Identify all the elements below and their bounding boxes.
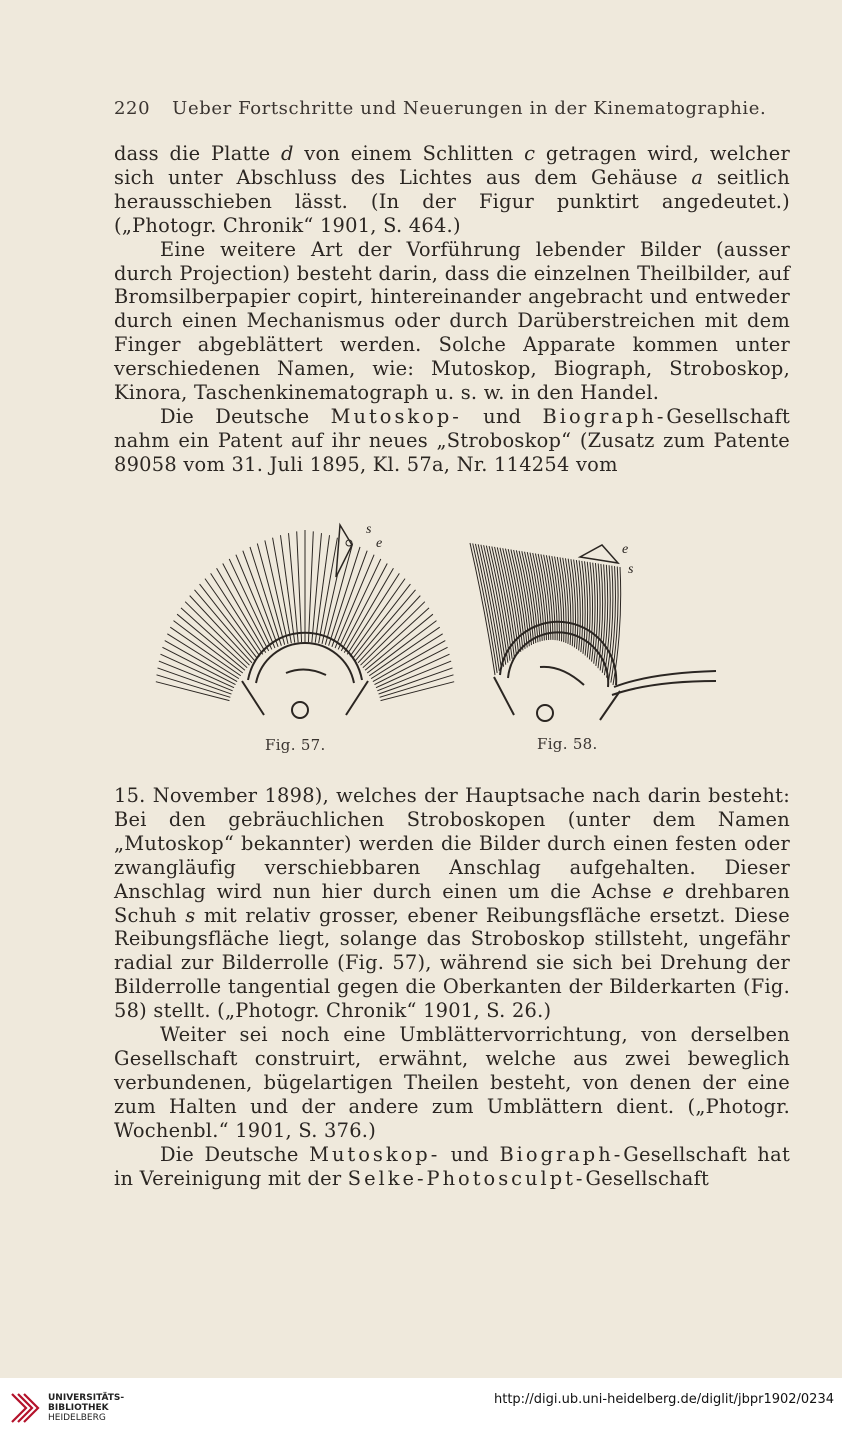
library-name[interactable]: UNIVERSITÄTS- BIBLIOTHEK HEIDELBERG <box>48 1393 125 1423</box>
paragraph: Die Deutsche Mutoskop- und Biograph-Gesellschaft nahm ein Patent auf ihr neues „Stroboskop“ (Zusatz zum Patente 89058 vom 31. Juli 1895, Kl. 57a, Nr. 114254 vom <box>114 404 790 476</box>
variable-d: d <box>280 142 294 165</box>
running-title: Ueber Fortschritte und Neuerungen in der Kinematographie. <box>172 98 767 119</box>
viewer-footer <box>0 1378 842 1438</box>
permalink-url[interactable]: http://digi.ub.uni-heidelberg.de/diglit/jbpr1902/0234 <box>493 1392 834 1407</box>
fig-58-label-e: e <box>622 542 629 557</box>
text-block-top <box>114 142 790 477</box>
variable-c: c <box>524 142 536 165</box>
library-logo-icon[interactable] <box>8 1384 44 1430</box>
variable-e: e <box>662 879 675 903</box>
text-block-bottom <box>114 784 790 1190</box>
fig-58-label-s: s <box>628 562 634 577</box>
spaced-name: Selke-Photosculpt- <box>347 1166 586 1190</box>
paragraph: Eine weitere Art der Vorführung lebender Bilder (ausser durch Projection) besteht darin, dass die einzelnen Theilbilder, auf Bromsilberpapier copirt, hintereinander angebracht und entweder durch einen Mechanismus oder durch Darüberstreichen mit dem Finger abgeblättert werden. Solche Apparate kommen unter verschiedenen Namen, wie: Mutoskop, Biograph, Stroboskop, Kinora, Taschenkinematograph u. s. w. in den Handel. <box>114 237 790 405</box>
spaced-name: Biograph- <box>542 404 667 428</box>
fig-57-caption: Fig. 57. <box>265 736 326 754</box>
fig-57-illustration <box>0 515 842 765</box>
fig-58-caption: Fig. 58. <box>537 735 598 753</box>
paragraph: 15. November 1898), welches der Hauptsache nach darin besteht: Bei den gebräuchlichen Stroboskopen (unter dem Namen „Mutoskop“ bekannter) werden die Bilder durch einen festen oder zwangläufig verschiebbaren Anschlag aufgehalten. Dieser Anschlag wird nun hier durch einen um die Achse e drehbaren Schuh s mit relativ grosser, ebener Reibungsfläche ersetzt. Diese Reibungsfläche liegt, solange das Stroboskop stillsteht, ungefähr radial zur Bilderrolle (Fig. 57), während sie sich bei Drehung der Bilderrolle tangential gegen die Oberkanten der Bilderkarten (Fig. 58) stellt. („Photogr. Chronik“ 1901, S. 26.) <box>114 784 791 1023</box>
page-number: 220 <box>114 98 151 119</box>
paragraph: dass die Platte d von einem Schlitten c getragen wird, welcher sich unter Abschluss des Lichtes aus dem Gehäuse a seitlich herausschieben lässt. (In der Figur punktirt angedeutet.) („Photogr. Chronik“ 1901, S. 464.) <box>114 142 791 237</box>
fig-57-label-e: e <box>376 536 383 551</box>
figures <box>0 515 842 765</box>
fig-57-label-s: s <box>366 522 372 537</box>
spaced-name: Biograph- <box>499 1142 624 1166</box>
variable-a: a <box>691 165 704 189</box>
paragraph: Die Deutsche Mutoskop- und Biograph-Gesellschaft hat in Vereinigung mit der Selke-Photosculpt-Gesellschaft <box>114 1142 790 1190</box>
paragraph: Weiter sei noch eine Umblättervorrichtung, von derselben Gesellschaft construirt, erwähnt, welche aus zwei beweglich verbundenen, bügelartigen Theilen besteht, von denen der eine zum Halten und der andere zum Umblättern dient. („Photogr. Wochenbl.“ 1901, S. 376.) <box>114 1023 790 1142</box>
spaced-name: Mutoskop- <box>330 404 462 428</box>
running-header <box>114 98 767 119</box>
spaced-name: Mutoskop- <box>309 1142 441 1166</box>
variable-s: s <box>185 903 196 927</box>
